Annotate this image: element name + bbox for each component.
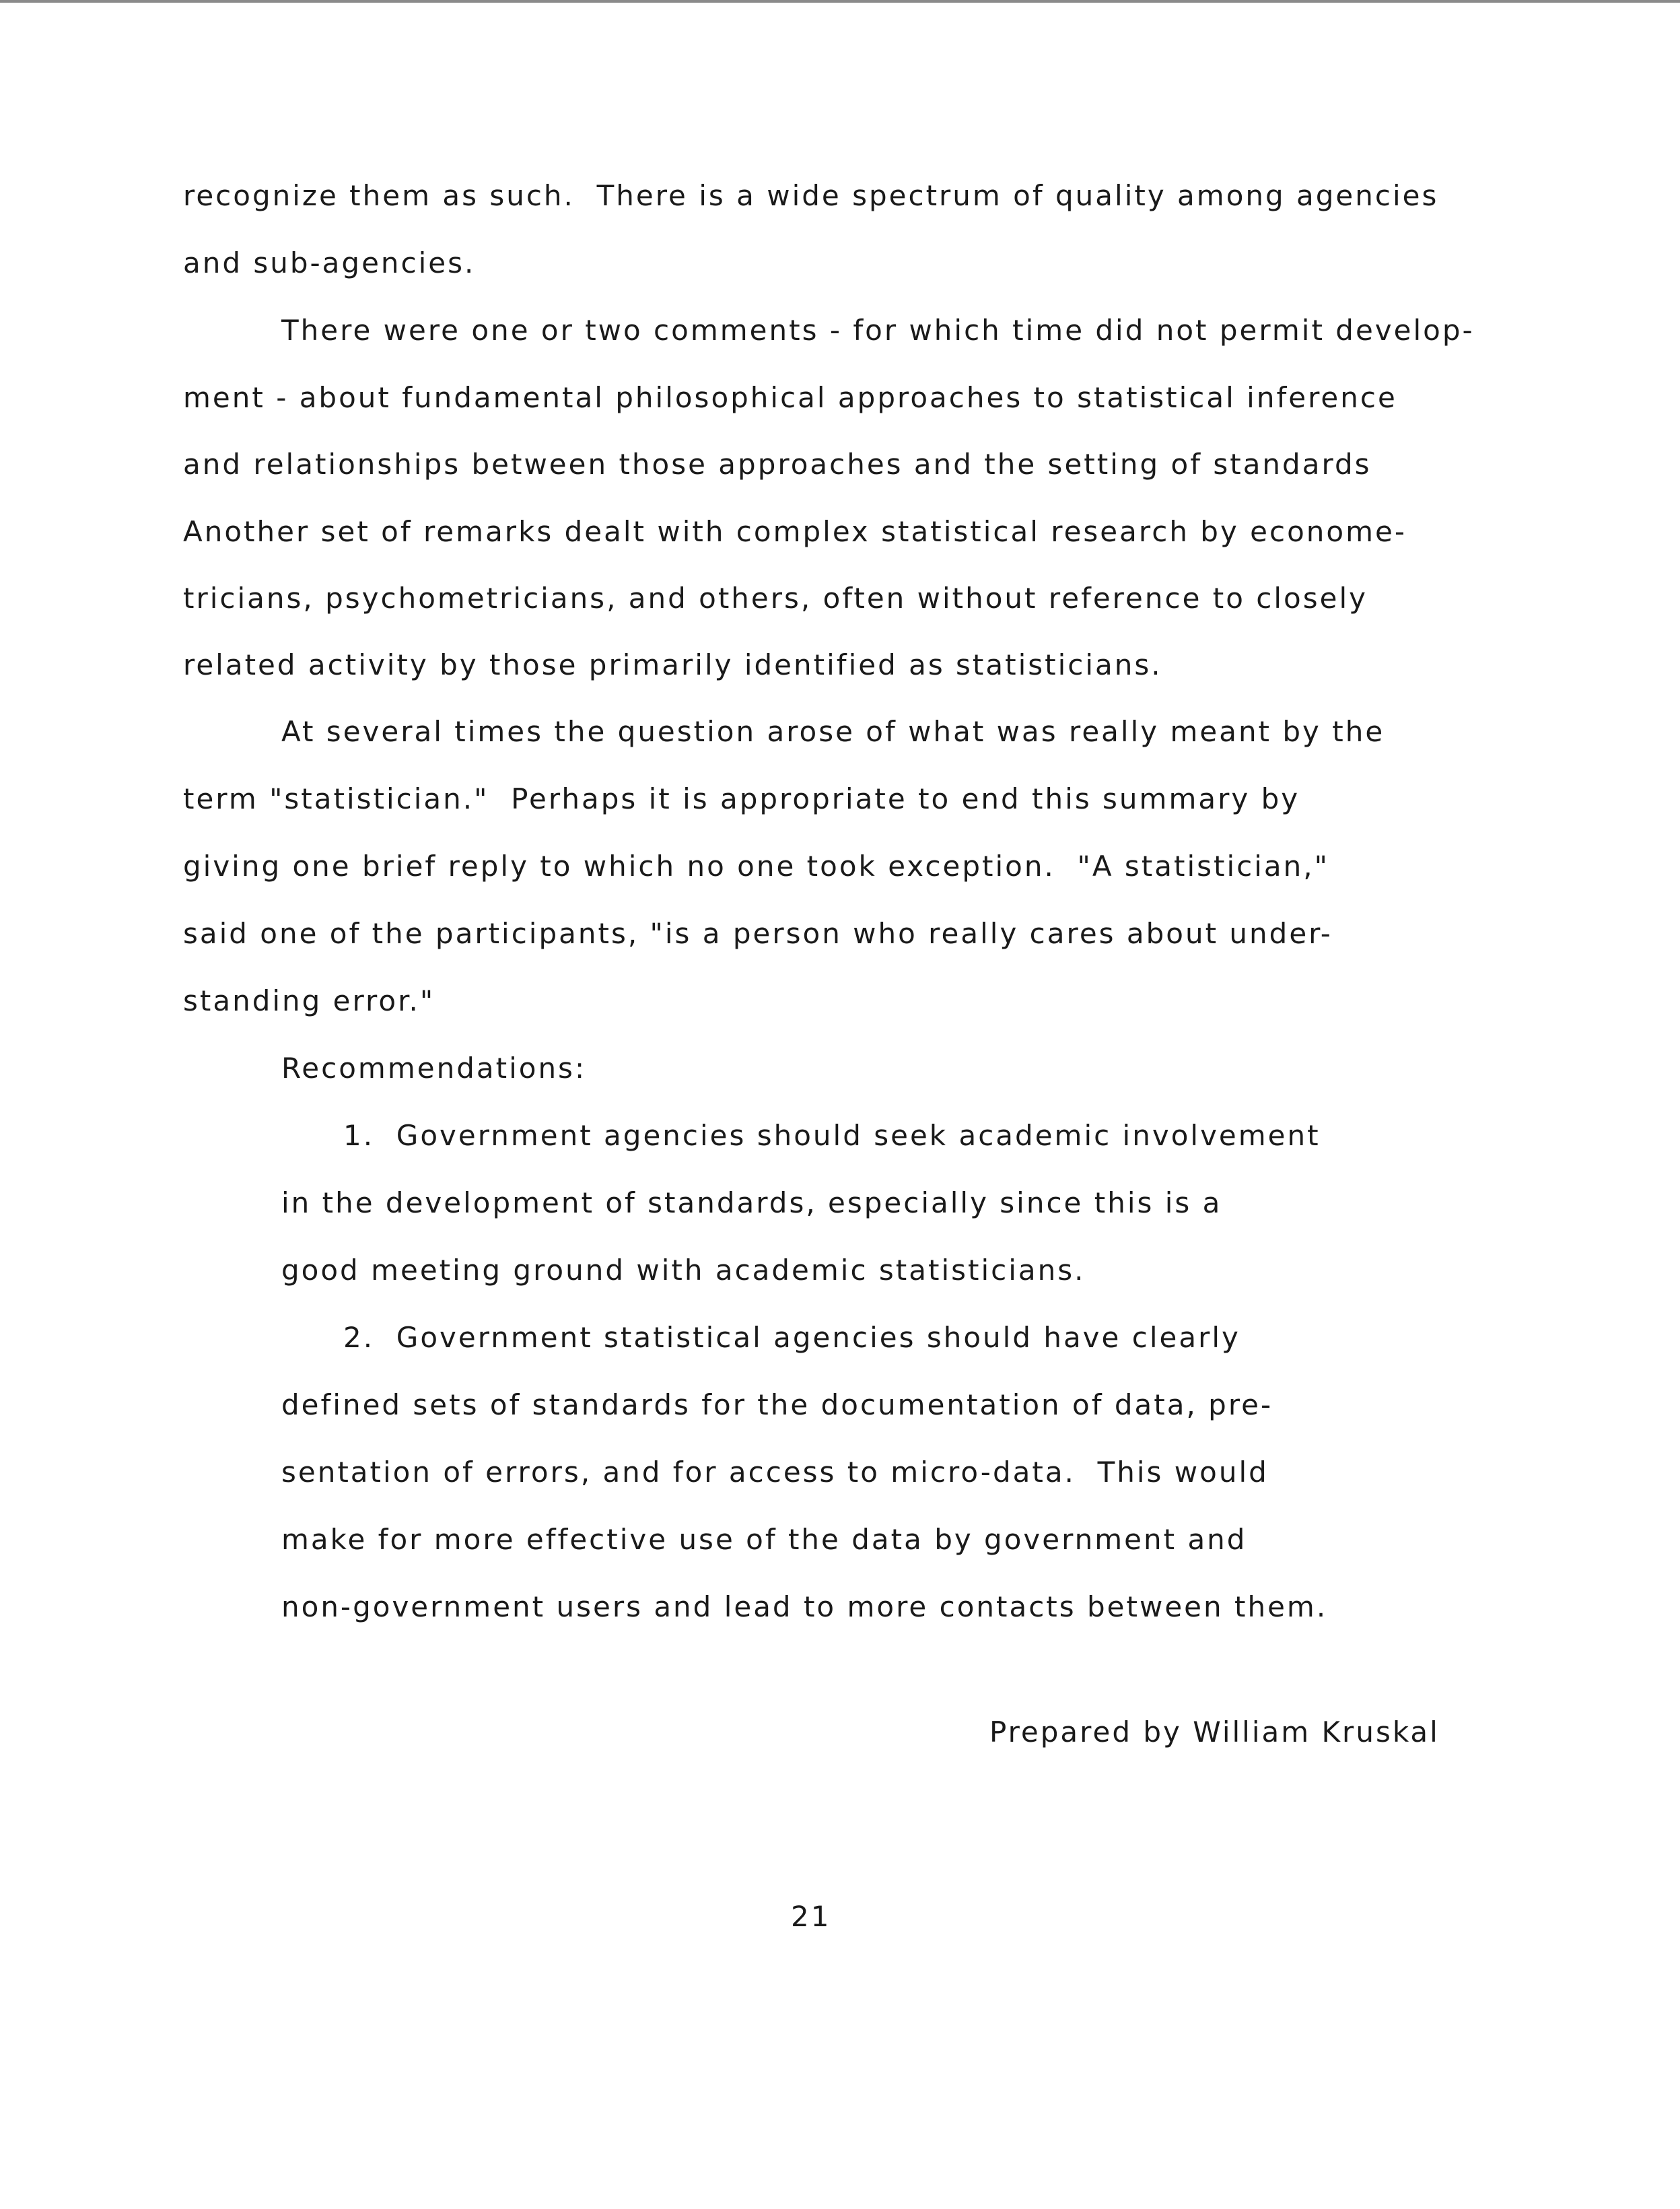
text-line: make for more effective use of the data by government and bbox=[281, 1523, 1247, 1556]
text-line: related activity by those primarily identified as statisticians. bbox=[183, 648, 1162, 681]
text-line: term "statistician." Perhaps it is appropriate to end this summary by bbox=[183, 782, 1300, 815]
text-line: ment - about fundamental philosophical approaches to statistical inference bbox=[183, 381, 1397, 414]
text-line: standing error." bbox=[183, 984, 435, 1017]
text-line: Another set of remarks dealt with complex statistical research by econome- bbox=[183, 515, 1407, 548]
text-line: recognize them as such. There is a wide spectrum of quality among agencies bbox=[183, 179, 1439, 212]
text-line: 2. Government statistical agencies should have clearly bbox=[343, 1321, 1240, 1354]
text-line: said one of the participants, "is a person who really cares about under- bbox=[183, 917, 1333, 950]
text-line: 1. Government agencies should seek academic involvement bbox=[343, 1119, 1321, 1152]
text-line: sentation of errors, and for access to micro-data. This would bbox=[281, 1456, 1269, 1489]
text-line: giving one brief reply to which no one took exception. "A statistician," bbox=[183, 850, 1329, 883]
page-number: 21 bbox=[791, 1900, 831, 1933]
text-line: tricians, psychometricians, and others, often without reference to closely bbox=[183, 582, 1368, 615]
text-line: There were one or two comments - for which time did not permit develop- bbox=[281, 314, 1475, 347]
text-line: good meeting ground with academic statisticians. bbox=[281, 1254, 1086, 1287]
top-rule bbox=[0, 0, 1680, 3]
text-line: and sub-agencies. bbox=[183, 246, 476, 279]
text-line: and relationships between those approaches and the setting of standards bbox=[183, 448, 1372, 481]
signature: Prepared by William Kruskal bbox=[989, 1715, 1440, 1748]
text-line: non-government users and lead to more contacts between them. bbox=[281, 1590, 1328, 1623]
text-line: in the development of standards, especially since this is a bbox=[281, 1186, 1222, 1219]
recommendations-heading: Recommendations: bbox=[281, 1052, 587, 1085]
text-line: defined sets of standards for the documentation of data, pre- bbox=[281, 1388, 1273, 1421]
text-line: At several times the question arose of what was really meant by the bbox=[281, 715, 1385, 748]
